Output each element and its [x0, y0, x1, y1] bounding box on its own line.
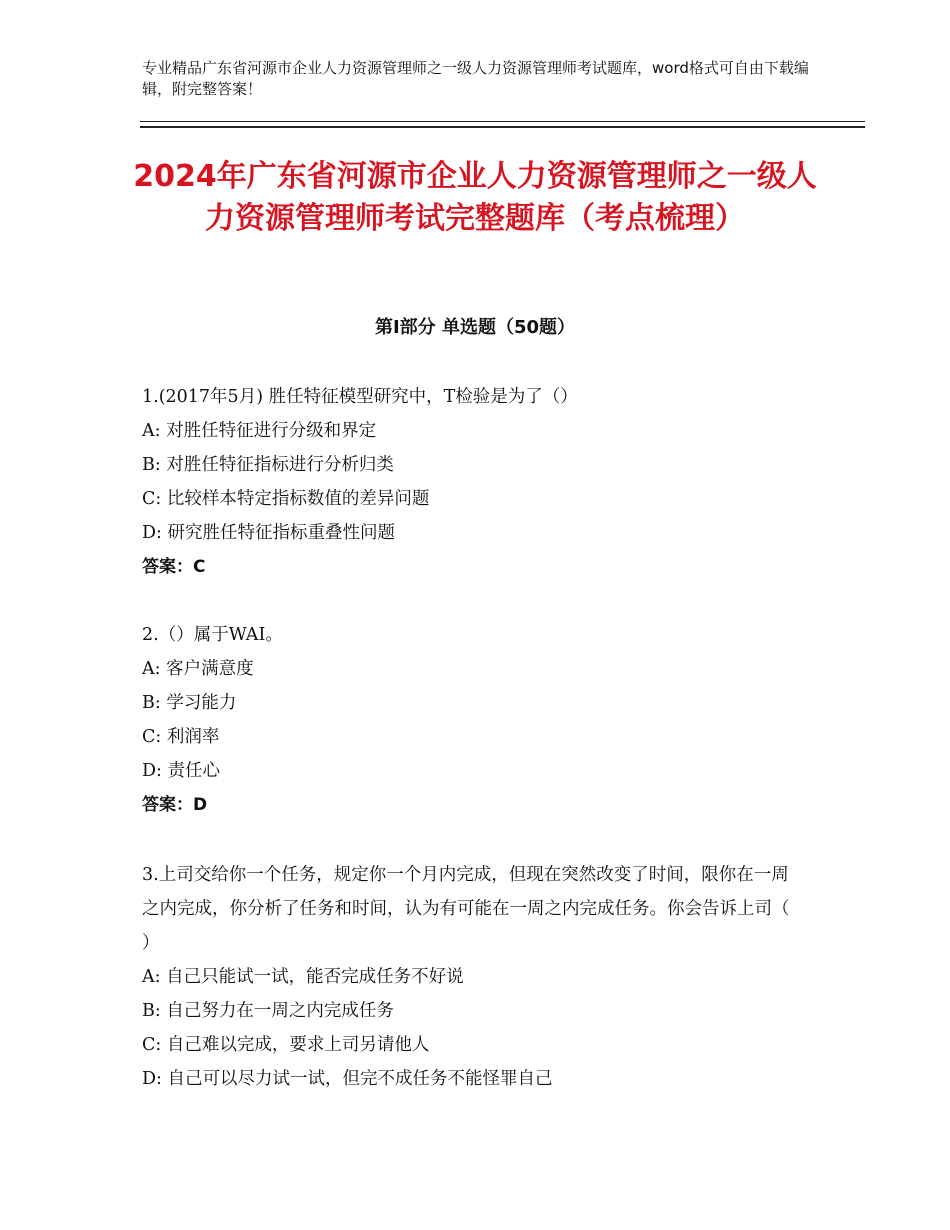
- option-d: D: 自己可以尽力试一试，但完不成任务不能怪罪自己: [142, 1069, 553, 1089]
- option-b: B: 学习能力: [142, 693, 237, 713]
- answer: 答案：C: [142, 557, 206, 577]
- header-note: 专业精品广东省河源市企业人力资源管理师之一级人力资源管理师考试题库，word格式可自由下载编辑，附完整答案！: [142, 59, 809, 98]
- option-a: A: 客户满意度: [142, 659, 254, 679]
- document-title: 2024年广东省河源市企业人力资源管理师之一级人力资源管理师考试完整题库（考点梳理）: [133, 159, 817, 236]
- question-1: [142, 380, 802, 584]
- header-divider: [140, 121, 865, 128]
- section-heading: 第Ⅰ部分 单选题（50题）: [374, 317, 575, 338]
- option-d: D: 研究胜任特征指标重叠性问题: [142, 523, 395, 543]
- option-c: C: 利润率: [142, 727, 220, 747]
- question-stem: 2.（）属于WAI。: [142, 625, 283, 645]
- option-b: B: 对胜任特征指标进行分析归类: [142, 455, 394, 475]
- option-b: B: 自己努力在一周之内完成任务: [142, 1001, 394, 1021]
- option-c: C: 比较样本特定指标数值的差异问题: [142, 489, 430, 509]
- question-stem: 1.(2017年5月) 胜任特征模型研究中，T检验是为了（）: [142, 387, 578, 407]
- option-a: A: 对胜任特征进行分级和界定: [142, 421, 377, 441]
- question-stem: 3.上司交给你一个任务，规定你一个月内完成，但现在突然改变了时间，限你在一周之内完成，你分析了任务和时间，认为有可能在一周之内完成任务。你会告诉上司（ ）: [142, 865, 790, 953]
- answer: 答案：D: [142, 795, 208, 815]
- question-2: [142, 618, 802, 822]
- option-c: C: 自己难以完成，要求上司另请他人: [142, 1035, 430, 1055]
- option-a: A: 自己只能试一试，能否完成任务不好说: [142, 967, 464, 987]
- question-3: [142, 858, 802, 1096]
- option-d: D: 责任心: [142, 761, 220, 781]
